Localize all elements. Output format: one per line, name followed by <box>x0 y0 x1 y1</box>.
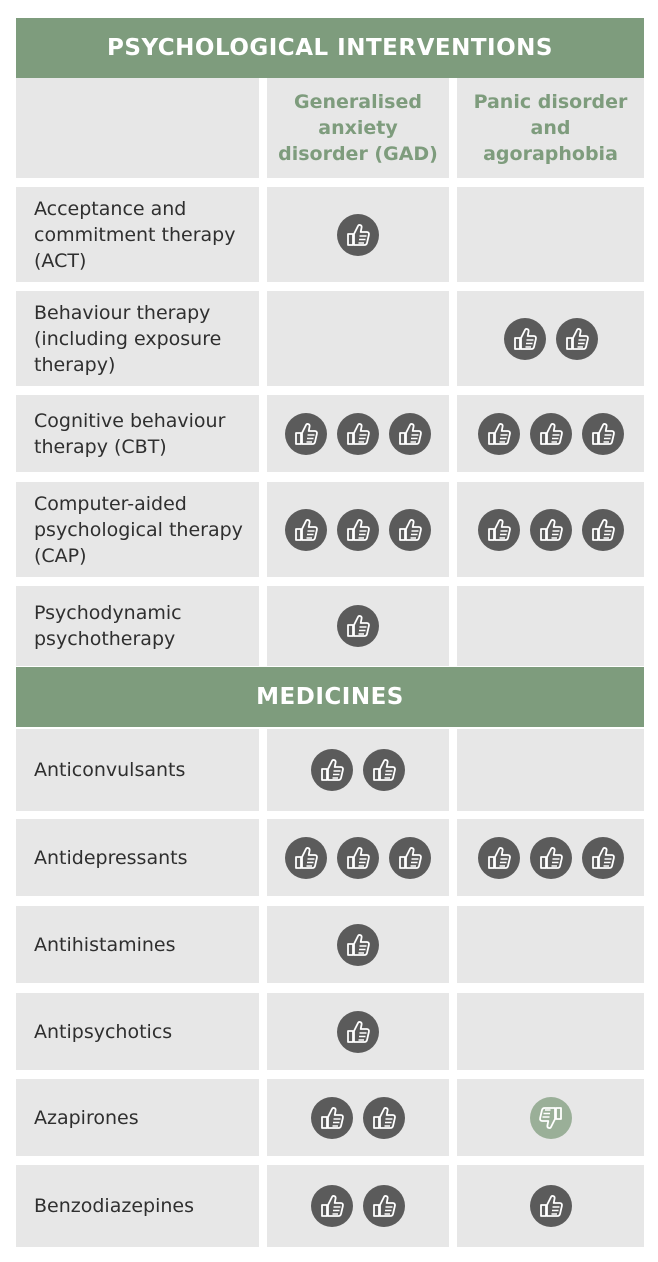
thumbs-up-icon <box>478 509 520 551</box>
gad-rating-cell <box>267 906 449 983</box>
thumbs-up-icon <box>337 605 379 647</box>
thumbs-up-icon <box>478 413 520 455</box>
gad-rating-cell <box>267 187 449 282</box>
column-header-panic: Panic disorder and agoraphobia <box>457 78 644 178</box>
thumbs-up-icon <box>285 837 327 879</box>
gad-rating-cell <box>267 819 449 896</box>
thumbs-up-icon <box>337 509 379 551</box>
row-label: Benzodiazepines <box>16 1165 259 1247</box>
thumbs-up-icon <box>530 509 572 551</box>
thumbs-up-icon <box>582 509 624 551</box>
thumbs-up-icon <box>530 837 572 879</box>
row-label: Antidepressants <box>16 819 259 896</box>
gad-rating-cell <box>267 586 449 666</box>
column-header-gad: Generalised anxiety disorder (GAD) <box>267 78 449 178</box>
thumbs-up-icon <box>478 837 520 879</box>
thumbs-up-icon <box>530 1185 572 1227</box>
thumbs-up-icon <box>337 214 379 256</box>
panic-rating-cell <box>457 729 644 811</box>
thumbs-up-icon <box>363 749 405 791</box>
row-label: Antipsychotics <box>16 993 259 1070</box>
panic-rating-cell <box>457 906 644 983</box>
thumbs-up-icon <box>337 837 379 879</box>
panic-rating-cell <box>457 291 644 386</box>
panic-rating-cell <box>457 395 644 472</box>
panic-rating-cell <box>457 586 644 666</box>
thumbs-up-icon <box>389 837 431 879</box>
panic-rating-cell <box>457 482 644 577</box>
thumbs-down-icon <box>530 1097 572 1139</box>
row-label: Computer-aided psychological therapy (CAP) <box>16 482 259 577</box>
header-blank-cell <box>16 78 259 178</box>
row-label: Anticonvulsants <box>16 729 259 811</box>
panic-rating-cell <box>457 819 644 896</box>
thumbs-up-icon <box>389 413 431 455</box>
thumbs-up-icon <box>311 1097 353 1139</box>
gad-rating-cell <box>267 1079 449 1156</box>
panic-rating-cell <box>457 187 644 282</box>
row-label: Azapirones <box>16 1079 259 1156</box>
thumbs-up-icon <box>504 318 546 360</box>
thumbs-up-icon <box>337 924 379 966</box>
thumbs-up-icon <box>556 318 598 360</box>
thumbs-up-icon <box>285 509 327 551</box>
panic-rating-cell <box>457 1165 644 1247</box>
row-label: Antihistamines <box>16 906 259 983</box>
panic-rating-cell <box>457 1079 644 1156</box>
row-label: Cognitive behaviour therapy (CBT) <box>16 395 259 472</box>
row-label: Acceptance and commitment therapy (ACT) <box>16 187 259 282</box>
thumbs-up-icon <box>389 509 431 551</box>
section-psychological-interventions: PSYCHOLOGICAL INTERVENTIONS <box>16 18 644 78</box>
section-medicines: MEDICINES <box>16 667 644 727</box>
gad-rating-cell <box>267 482 449 577</box>
thumbs-up-icon <box>337 1011 379 1053</box>
thumbs-up-icon <box>582 837 624 879</box>
gad-rating-cell <box>267 395 449 472</box>
row-label: Behaviour therapy (including exposure therapy) <box>16 291 259 386</box>
thumbs-up-icon <box>363 1097 405 1139</box>
gad-rating-cell <box>267 993 449 1070</box>
thumbs-up-icon <box>363 1185 405 1227</box>
panic-rating-cell <box>457 993 644 1070</box>
thumbs-up-icon <box>337 413 379 455</box>
thumbs-up-icon <box>311 1185 353 1227</box>
thumbs-up-icon <box>311 749 353 791</box>
thumbs-up-icon <box>530 413 572 455</box>
thumbs-up-icon <box>582 413 624 455</box>
gad-rating-cell <box>267 291 449 386</box>
gad-rating-cell <box>267 1165 449 1247</box>
row-label: Psychodynamic psychotherapy <box>16 586 259 666</box>
thumbs-up-icon <box>285 413 327 455</box>
gad-rating-cell <box>267 729 449 811</box>
